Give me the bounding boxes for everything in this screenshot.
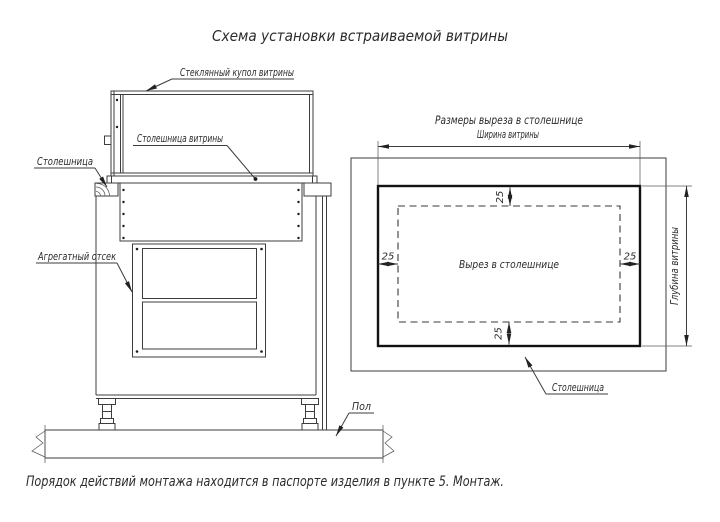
dim-offset-bottom [494,322,510,345]
front-view [32,66,394,463]
display-countertop [107,176,317,183]
dim-value: 25 [623,251,637,263]
dim-value: 25 [381,251,395,263]
screw-dot [116,126,118,128]
leg-right [302,399,319,431]
counter-wood-right [304,183,331,196]
ventilation-grille-top [143,249,257,299]
label-display-countertop: Столешница витрины [137,132,224,145]
dim-depth [642,186,692,346]
dim-value: 25 [495,190,506,204]
dim-width [378,128,640,185]
label-depth: Глубина витрины [668,203,681,305]
screw-dot [116,99,118,101]
label-floor: Пол [352,400,371,413]
label-cutout: Вырез в столешнице [459,258,560,271]
label-countertop: Столешница [37,155,94,168]
dim-offset-top [495,188,510,207]
leg-left [99,399,116,431]
top-view-countertop-callout [525,357,608,394]
dim-offset-right [620,252,640,265]
label-width: Ширина витрины [477,128,540,141]
counter-wood-left [95,183,118,196]
floor-hatch [45,430,383,458]
cabinet-body [96,183,327,430]
label-countertop-top-view: Столешница [552,381,605,394]
ventilation-grille-bottom [143,302,257,349]
unit-compartment-panel [133,244,266,357]
footer-note: Порядок действий монтажа находится в паспорте изделия в пункте 5. Монтаж. [26,474,504,490]
floor [32,425,394,463]
page-title: Схема установки встраиваемой витрины [212,27,508,45]
top-view-title: Размеры выреза в столешнице [435,113,583,127]
top-view [351,113,692,394]
label-unit-compartment: Агрегатный отсек [37,250,117,263]
hinge-knob [105,136,112,145]
dim-offset-left [378,252,398,265]
label-glass-dome: Стеклянный купол витрины [180,66,295,79]
dim-value: 25 [493,327,505,340]
